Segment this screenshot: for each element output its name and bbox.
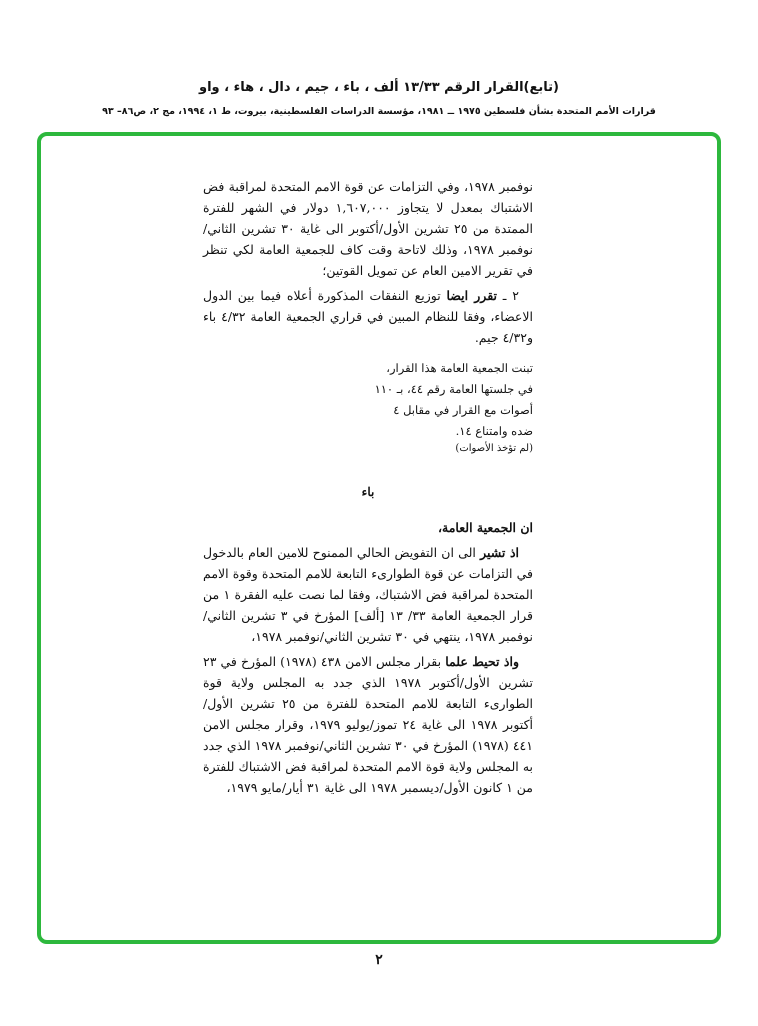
page-header (0, 78, 758, 120)
paragraph-4-lead: واذ تحيط علما (445, 654, 519, 669)
organ-preamble: ان الجمعية العامة، (438, 520, 533, 535)
paragraph-3 (203, 542, 533, 647)
vote-note: (لم تؤخذ الأصوات) (455, 443, 533, 454)
paragraph-4-text: بقرار مجلس الامن ٤٣٨ (١٩٧٨) المؤرخ في ٢٣ تشرين الأول/أكتوبر ١٩٧٨ الذي جدد به المجلس ولاية قوة الطوارىء التابعة للامم المتحدة للفترة من ٢٥ تشرين الأول/أكتوبر ١٩٧٨ الى غاية ٢٤ تموز/يوليو ١٩٧٩، وقرار مجلس الامن ٤٤١ (١٩٧٨) المؤرخ في ٣٠ تشرين الثاني/نوفمبر ١٩٧٨ الذي جدد به المجلس ولاية قوة الامم المتحدة لمراقبة فض الاشتباك للفترة من ١ كانون الأول/ديسمبر ١٩٧٨ الى غاية ٣١ أيار/مايو ١٩٧٩، (203, 654, 533, 795)
paragraph-2-text: توزيع النفقات المذكورة أعلاه فيما بين الدول الاعضاء، وفقا للنظام المبين في قراري الجمعية العامة ٤/٣٢ باء و٤/٣٢ جيم. (203, 288, 533, 345)
paragraph-1: نوفمبر ١٩٧٨، وفي التزامات عن قوة الامم المتحدة لمراقبة فض الاشتباك بمعدل لا يتجاوز ١,٦٠٧,٠٠٠ دولار في الشهر للفترة الممتدة من ٢٥ تشرين الأول/أكتوبر الى غاية ٣٠ تشرين الثاني/نوفمبر ١٩٧٨، وذلك لاتاحة وقت كاف للجمعية العامة لكي تنظر في تقرير الامين العام عن تمويل القوتين؛ (203, 179, 533, 278)
paragraph-4 (203, 651, 533, 798)
paragraph-2-number: ٢ ـ (497, 288, 519, 303)
source-citation: قرارات الأمم المتحدة بشأن فلسطين ١٩٧٥ ــ ١٩٨١، مؤسسة الدراسات الفلسطينية، بيروت، ط ١، ١٩٩٤، مج ٢، ص٨٦– ٩٣ (102, 106, 656, 117)
vote-record: تبنت الجمعية العامة هذا القرار، في جلستها العامة رقم ٤٤، بـ ١١٠ أصوات مع القرار في مقابل ٤ ضده وامتناع ١٤. (374, 361, 533, 438)
paragraph-2-lead: تقرر ايضا (446, 288, 497, 303)
page-number: ٢ (375, 952, 383, 968)
document-body (203, 176, 533, 798)
paragraph-2 (203, 285, 533, 348)
paragraph-3-lead: اذ تشير (480, 545, 519, 560)
paragraph-3-text: الى ان التفويض الحالي الممنوح للامين العام بالدخول في التزامات عن قوة الطوارىء التابعة للامم المتحدة وقوة الامم المتحدة لمراقبة فض الاشتباك، وفقا لما نصت عليه الفقرة ١ من قرار الجمعية العامة ٣٣/ ١٣ [ألف] المؤرخ في ٣ تشرين الثاني/نوفمبر ١٩٧٨، ينتهي في ٣٠ تشرين الثاني/نوفمبر ١٩٧٨، (203, 545, 533, 644)
resolution-title: (تابع)القرار الرقم ١٣/٣٣ ألف ، باء ، جيم ، دال ، هاء ، واو (199, 80, 559, 95)
section-title: باء (361, 485, 375, 499)
